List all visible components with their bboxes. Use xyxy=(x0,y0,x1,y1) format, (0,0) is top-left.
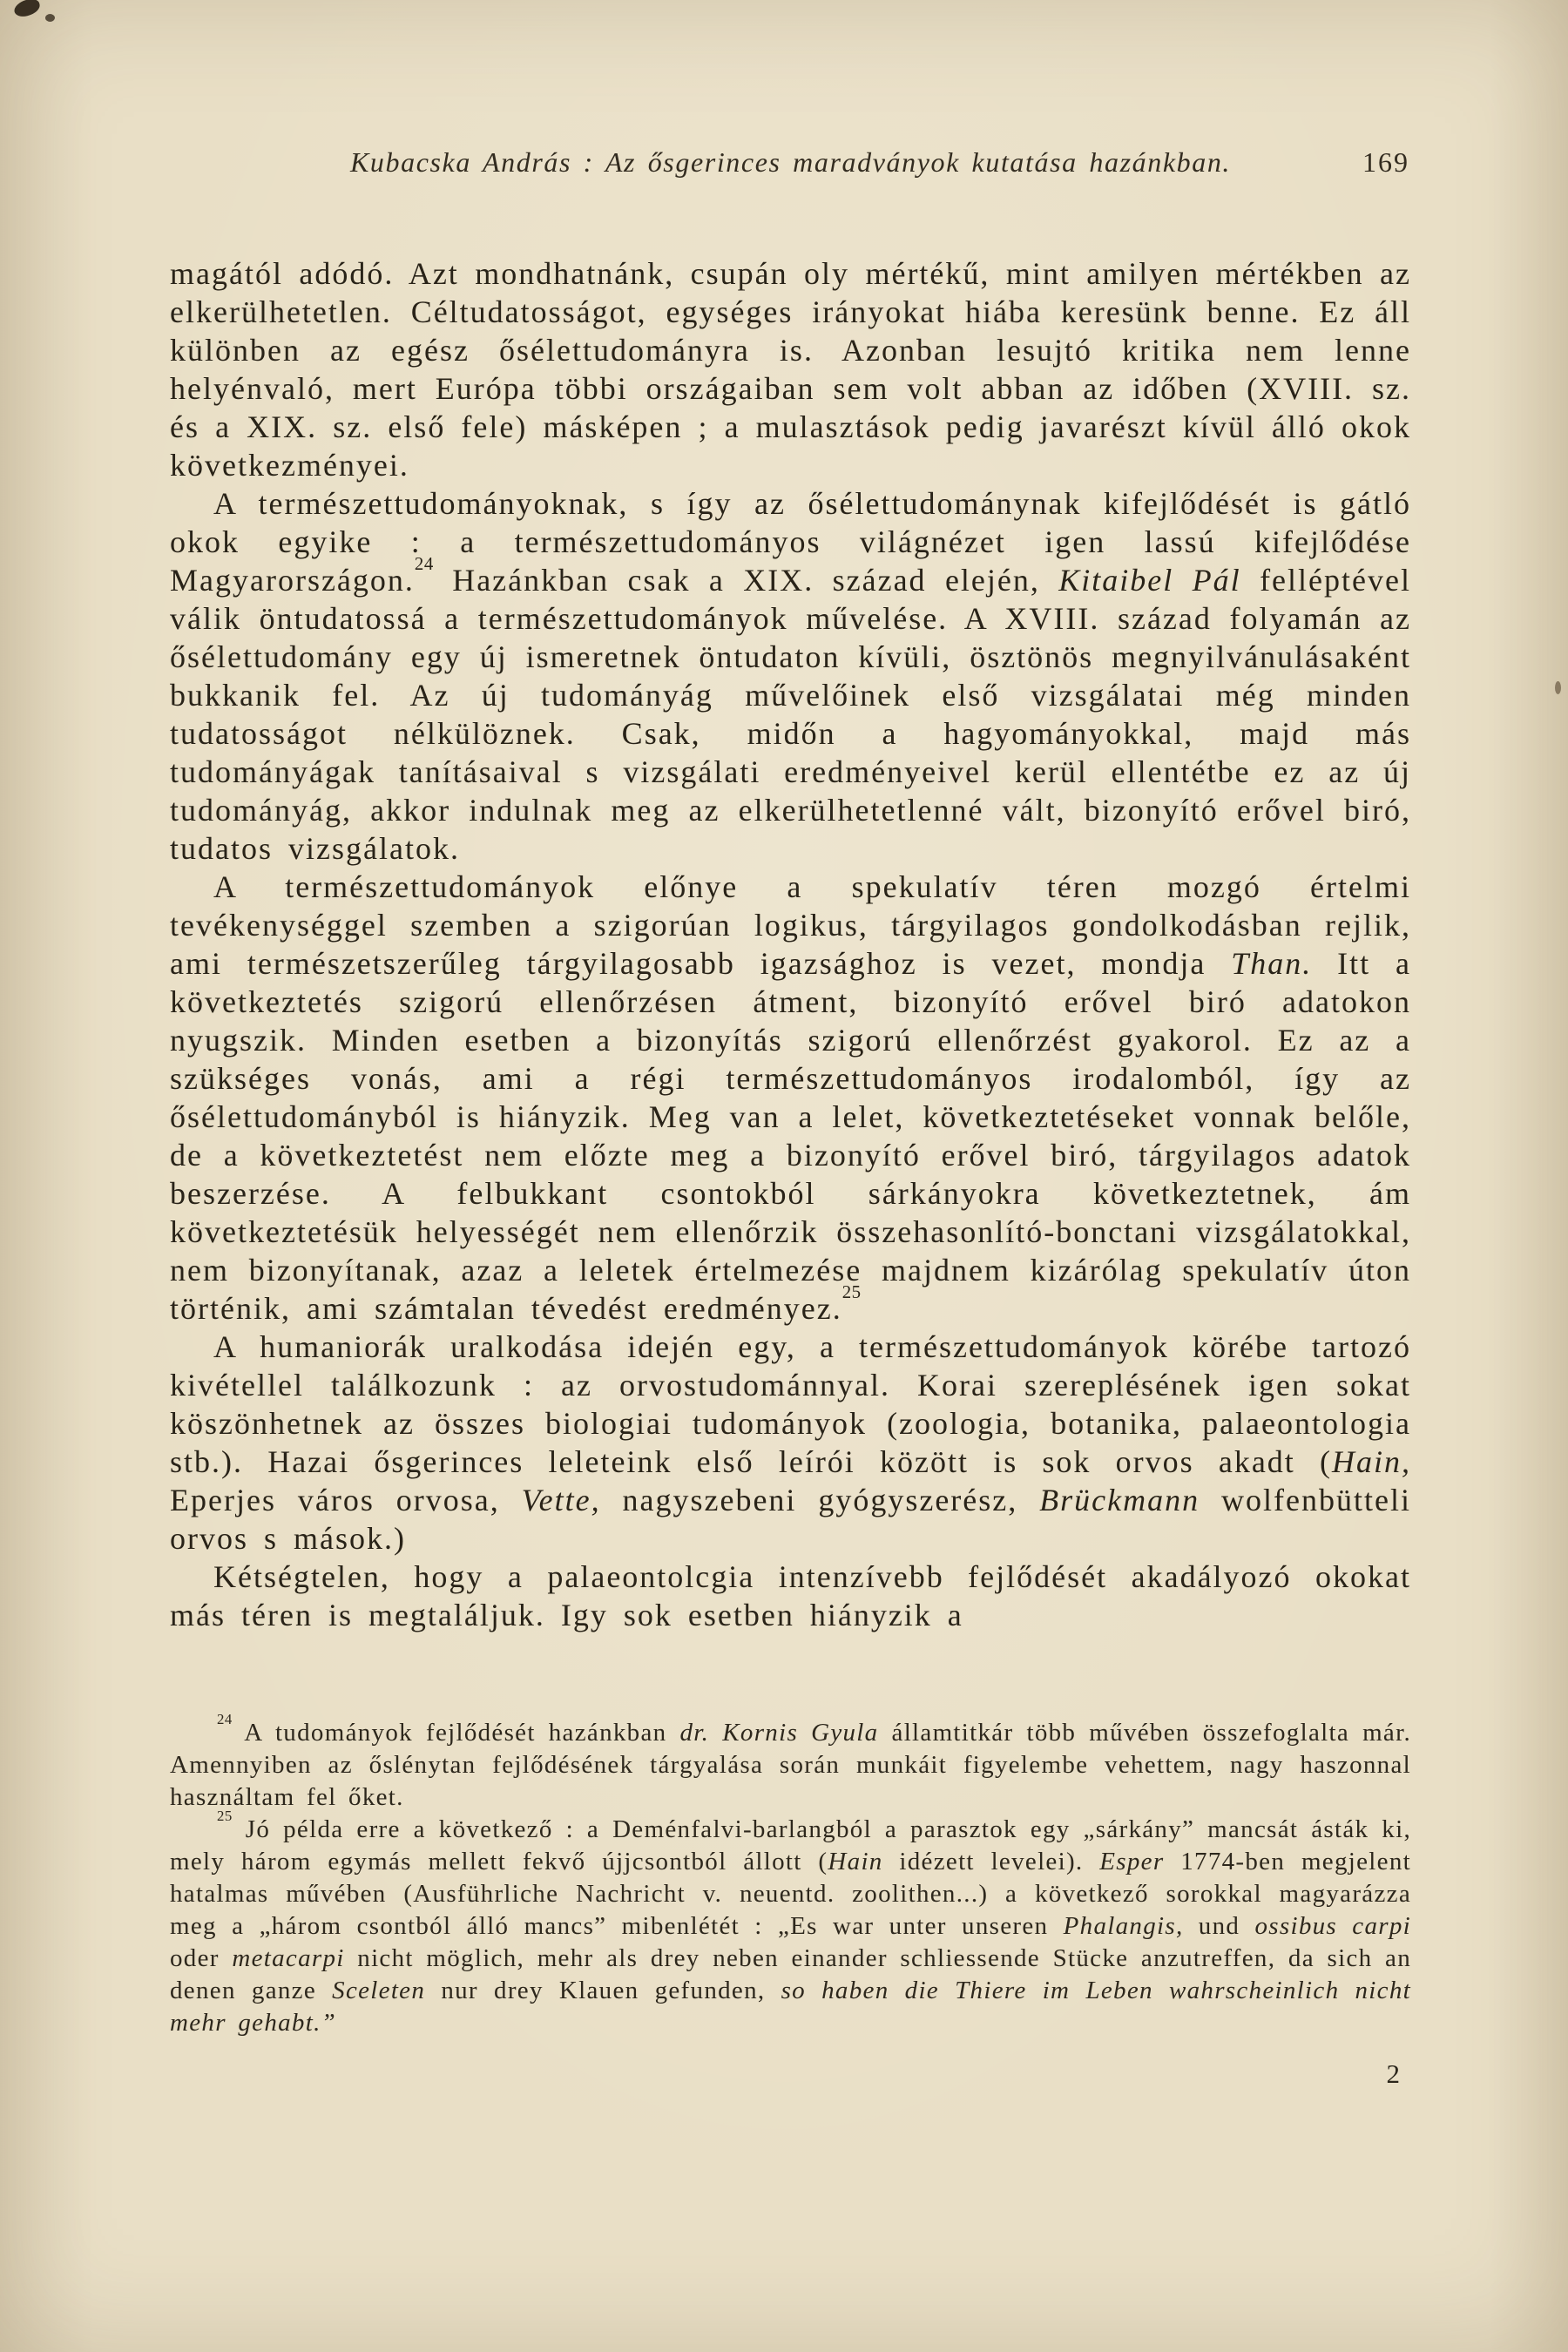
text-segment: felléptével válik öntudatossá a természettudományok művelése. A XVIII. század folyamán az ősélettudomány egy új ismeretnek öntudaton kívüli, ösztönös megnyilvánulásaként bukkanik fel. Az új tudományág művelőinek első vizsgálatai még minden tudatosságot nélkülöznek. Csak, midőn a hagyományokkal, majd más tudományágak tanításaival s vizsgálati eredményeivel kerül ellentétbe ez az új tudományág, akkor indulnak meg az elkerülhetetlenné vált, bizonyító erővel biró, tudatos vizsgálatok. xyxy=(170,563,1411,866)
running-title: Kubacska András : Az ősgerinces maradványok kutatása hazánkban. xyxy=(349,146,1232,178)
paragraph xyxy=(170,868,1411,1328)
text-segment: nagyszebeni gyógyszerész, xyxy=(600,1483,1040,1517)
paragraph xyxy=(170,254,1411,484)
text-segment: nur drey Klauen gefunden, xyxy=(425,1977,781,2004)
text-segment: A tudományok fejlődését hazánkban xyxy=(232,1719,680,1747)
text-segment: Eperjes város orvosa, xyxy=(170,1483,522,1517)
text-segment: oder xyxy=(170,1944,233,1972)
text-segment: Than. xyxy=(1231,946,1313,981)
text-segment: Kétségtelen, hogy a palaeontolcgia intenzívebb fejlődését akadályozó okokat más téren is megtaláljuk. Igy sok esetben hiányzik a xyxy=(170,1559,1411,1632)
text-segment: Vette, xyxy=(521,1483,601,1517)
footnote-ref: 24 xyxy=(414,553,434,575)
footnotes xyxy=(170,1710,1412,2039)
text-segment: ossibus carpi xyxy=(1254,1912,1412,1940)
text-segment: Hain, xyxy=(1332,1444,1411,1479)
text-segment: Esper xyxy=(1099,1848,1165,1876)
header-page-number: 169 xyxy=(1362,146,1409,178)
text-segment: magától adódó. Azt mondhatnánk, csupán oly mértékű, mint amilyen mértékben az elkerülhetetlen. Céltudatosságot, egységes irányokat hiába keresünk benne. Ez áll különben az egész ősélettudományra is. Azonban lesujtó kritika nem lenne helyénvaló, mert Európa többi országaiban sem volt abban az időben (XVIII. sz. és a XIX. sz. első fele) másképen ; a mulasztások pedig javarészt kívül álló okok következményei. xyxy=(170,256,1411,483)
text-segment: A humaniorák uralkodása idején egy, a természettudományok körébe tartozó kivétellel találkozunk : az orvostudománnyal. Korai szereplésének igen sokat köszönhetnek az összes biologiai tudományok (zoologia, botanika, palaeontologia stb.). Hazai ősgerinces leleteink első leírói között is sok orvos akadt ( xyxy=(170,1329,1411,1479)
footnote xyxy=(170,1710,1411,1814)
page-footer xyxy=(170,2058,1411,2090)
text-segment: Phalangis, xyxy=(1063,1912,1184,1940)
text-segment: Jó példa erre a következő : a Deménfalvi-barlangból a parasztok egy „sárkány” mancsát ásták ki, mely három egymás mellett fekvő újjcsontból állott ( xyxy=(170,1815,1411,1876)
text-segment: wolfenbütteli orvos s mások.) xyxy=(170,1483,1411,1556)
footnote xyxy=(170,1807,1412,2039)
text-segment: Sceleten xyxy=(332,1977,426,2004)
footnote-ref: 25 xyxy=(841,1281,862,1303)
footnote-ref: 25 xyxy=(217,1807,233,1824)
text-segment: dr. Kornis Gyula xyxy=(679,1719,879,1747)
text-segment: und xyxy=(1183,1912,1255,1940)
text-segment: államtitkár több művében összefoglalta már. Amennyiben az őslénytan fejlődésének tárgyalása során munkáit figyelembe vehettem, nagy haszonnal használtam fel őket. xyxy=(170,1719,1411,1811)
text-segment: Brückmann xyxy=(1039,1483,1200,1517)
text-segment: A természettudományoknak, s így az ősélettudománynak kifejlődését is gátló okok egyike : a természettudományos világnézet igen lassú kifejlődése Magyarországon. xyxy=(170,486,1411,598)
text-segment: 1774-ben megjelent hatalmas művében (Ausführliche Nachricht v. neuentd. zoolithen...) a következő sorokkal magyarázza meg a „három csontból álló mancs” mibenlétét : „Es war unter unseren xyxy=(170,1848,1411,1940)
paragraph xyxy=(170,484,1411,868)
footer-page-number: 2 xyxy=(1386,2058,1401,2089)
text-segment: Itt a következtetés szigorú ellenőrzésen átment, bizonyító erővel biró adatokon nyugszik. Minden esetben a bizonyítás szigorú ellenőrzést gyakorol. Ez az a szükséges vonás, ami a régi természettudományos irodalomból, így az ősélettudományból is hiányzik. Meg van a lelet, következtetéseket vonnak belőle, de a következtetést nem előzte meg a bizonyító erővel biró, tárgyilagos adatok beszerzése. A felbukkant csontokból sárkányokra következtetnek, ám következtetésük helyességét nem ellenőrzik összehasonlító-bonctani vizsgálatokkal, nem bizonyítanak, azaz a leletek értelmezése majdnem kizárólag spekulatív úton történik, ami számtalan tévedést eredményez. xyxy=(170,946,1411,1326)
text-segment: Hain xyxy=(828,1848,883,1876)
paragraph xyxy=(170,1558,1411,1634)
text-segment: nicht möglich, mehr als drey neben einander schliessende Stücke anzutreffen, da sich an denen ganze xyxy=(170,1944,1411,2004)
text-segment: Kitaibel Pál xyxy=(1058,563,1241,598)
footnote-ref: 24 xyxy=(217,1710,233,1727)
text-segment: idézett levelei). xyxy=(882,1848,1100,1876)
text-segment: so haben die Thiere im Leben wahrscheinlich nicht mehr gehabt.” xyxy=(170,1977,1411,2037)
body-text xyxy=(170,254,1411,1634)
text-segment: metacarpi xyxy=(232,1944,345,1972)
text-segment: A természettudományok előnye a spekulatív téren mozgó értelmi tevékenységgel szemben a szigorúan logikus, tárgyilagos gondolkodásban rejlik, ami természetszerűleg tárgyilagosabb igazsághoz is vezet, mondja xyxy=(170,869,1411,981)
paragraph xyxy=(170,1328,1411,1558)
running-header xyxy=(170,146,1411,185)
text-segment: Hazánkban csak a XIX. század elején, xyxy=(433,563,1059,598)
